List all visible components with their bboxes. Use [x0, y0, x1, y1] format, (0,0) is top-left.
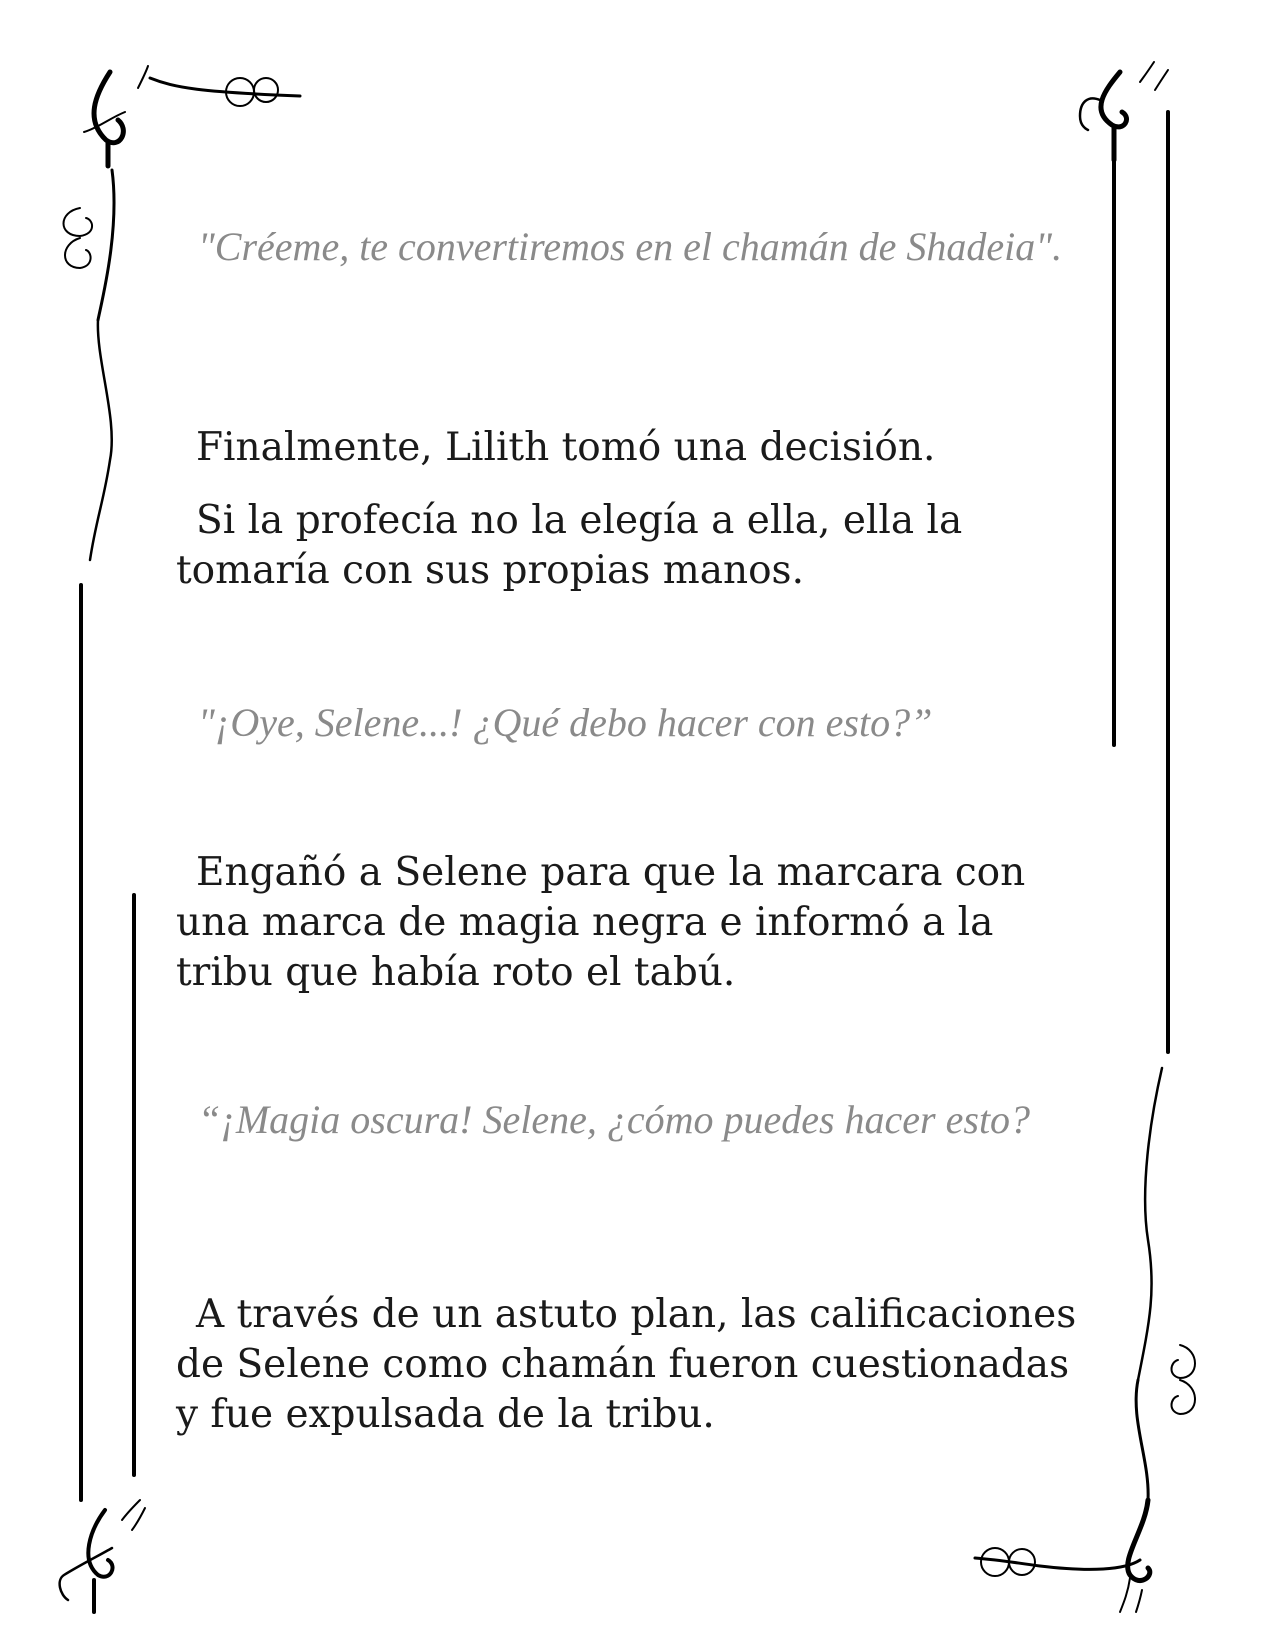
- quote-paragraph-2: "¡Oye, Selene...! ¿Qué debo hacer con esto?”: [198, 700, 933, 745]
- top-right-flourish-icon: [1080, 62, 1168, 160]
- narration-paragraph-2: Si la profecía no la elegía a ella, ella la tomaría con sus propias manos.: [176, 498, 963, 593]
- quote-paragraph-1: "Créeme, te convertiremos en el chamán de Shadeia".: [198, 224, 1063, 269]
- narration-paragraph-4: A través de un astuto plan, las calificaciones de Selene como chamán fueron cuestionadas y fue expulsada de la tribu.: [176, 1292, 1077, 1437]
- top-left-flourish-icon: [64, 66, 301, 560]
- bottom-left-flourish-icon: [60, 1500, 145, 1612]
- quote-paragraph-3: “¡Magia oscura! Selene, ¿cómo puedes hacer esto?: [198, 1097, 1031, 1142]
- narration-paragraph-1: Finalmente, Lilith tomó una decisión.: [196, 425, 936, 470]
- narration-paragraph-3: Engañó a Selene para que la marcara con una marca de magia negra e informó a la tribu que había roto el tabú.: [176, 850, 1026, 995]
